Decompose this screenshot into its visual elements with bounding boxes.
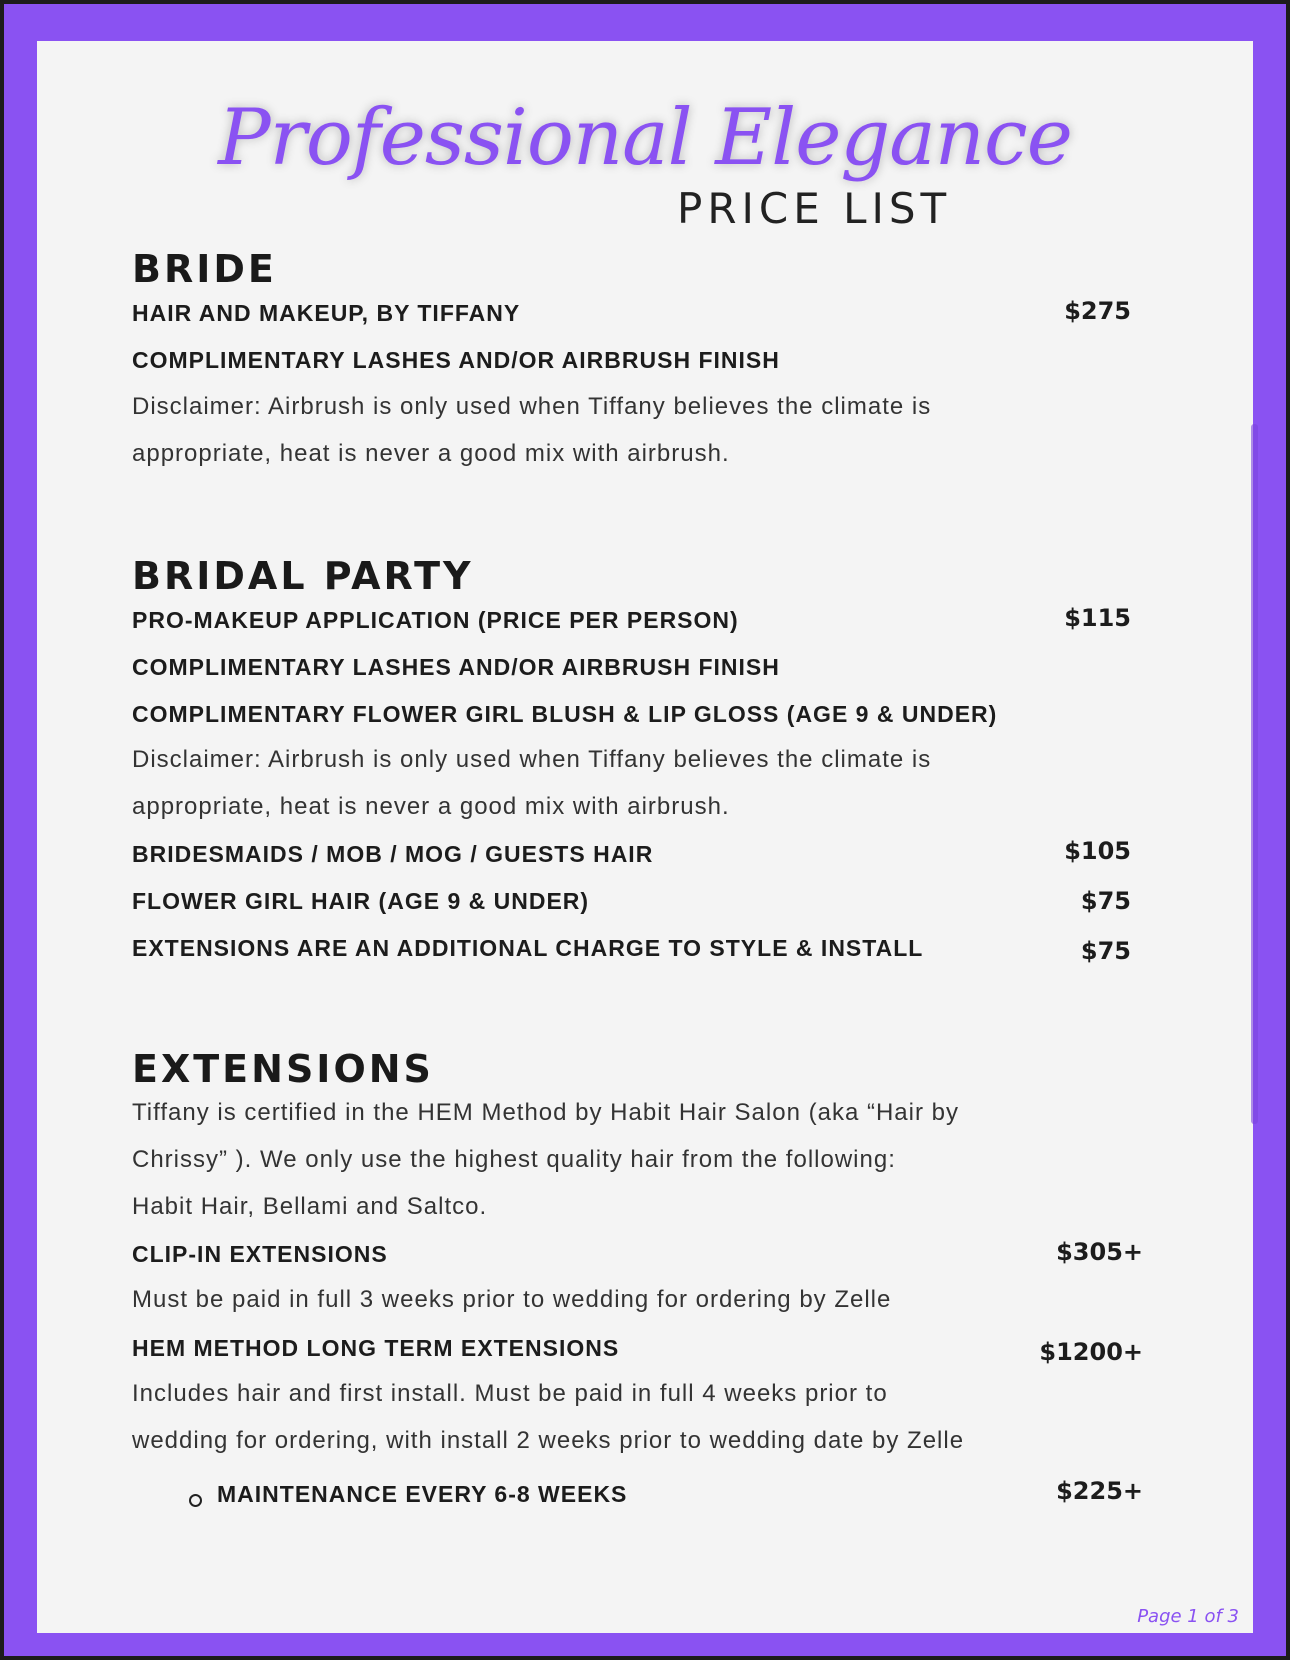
bullet-circle-icon xyxy=(189,1494,202,1507)
bridal-party-disclaimer-line-1: Disclaimer: Airbrush is only used when Tiffany believes the climate is xyxy=(132,746,932,773)
extensions-item-hem-method: HEM METHOD LONG TERM EXTENSIONS xyxy=(132,1335,620,1361)
extensions-hem-note-line-2: wedding for ordering, with install 2 weeks prior to wedding date by Zelle xyxy=(132,1427,965,1454)
extensions-item-maintenance-price: $225+ xyxy=(1056,1477,1143,1505)
extensions-intro-line-1: Tiffany is certified in the HEM Method by Habit Hair Salon (aka “Hair by xyxy=(132,1099,959,1126)
bride-disclaimer-line-2: appropriate, heat is never a good mix with airbrush. xyxy=(132,440,730,467)
extensions-intro-line-2: Chrissy” ). We only use the highest quality hair from the following: xyxy=(132,1146,896,1173)
bridal-party-item-extensions-charge-price: $75 xyxy=(1080,937,1131,965)
bridal-party-item-flower-girl-hair-price: $75 xyxy=(1080,887,1131,915)
page-subtitle: PRICE LIST xyxy=(677,184,952,233)
extensions-item-hem-method-price: $1200+ xyxy=(1039,1338,1143,1366)
extensions-hem-note-line-1: Includes hair and first install. Must be paid in full 4 weeks prior to xyxy=(132,1380,888,1407)
bride-item-hair-makeup-price: $275 xyxy=(1064,297,1131,325)
price-list-page xyxy=(37,41,1253,1633)
bridal-party-disclaimer-line-2: appropriate, heat is never a good mix with airbrush. xyxy=(132,793,730,820)
bride-disclaimer-line-1: Disclaimer: Airbrush is only used when Tiffany believes the climate is xyxy=(132,393,932,420)
scrollbar[interactable] xyxy=(1251,424,1258,1124)
bridal-party-item-pro-makeup-price: $115 xyxy=(1064,604,1131,632)
page-frame xyxy=(4,4,1286,1656)
bridal-party-item-extensions-charge: EXTENSIONS ARE AN ADDITIONAL CHARGE TO STYLE & INSTALL xyxy=(132,935,924,961)
bridal-party-item-guests-hair-price: $105 xyxy=(1064,837,1131,865)
bridal-party-item-flower-girl-hair: FLOWER GIRL HAIR (AGE 9 & UNDER) xyxy=(132,888,590,914)
page-number: Page 1 of 3 xyxy=(1137,1606,1239,1627)
extensions-intro-line-3: Habit Hair, Bellami and Saltco. xyxy=(132,1193,488,1220)
bridal-party-item-pro-makeup: PRO-MAKEUP APPLICATION (PRICE PER PERSON) xyxy=(132,607,739,633)
extensions-item-clip-in: CLIP-IN EXTENSIONS xyxy=(132,1241,388,1267)
section-heading-bridal-party: BRIDAL PARTY xyxy=(132,554,474,598)
section-heading-extensions: EXTENSIONS xyxy=(132,1047,434,1091)
bridal-party-item-flower-girl-blush: COMPLIMENTARY FLOWER GIRL BLUSH & LIP GLOSS (AGE 9 & UNDER) xyxy=(132,701,998,727)
bride-item-complimentary: COMPLIMENTARY LASHES AND/OR AIRBRUSH FINISH xyxy=(132,347,780,373)
extensions-clip-in-note: Must be paid in full 3 weeks prior to wedding for ordering by Zelle xyxy=(132,1286,892,1313)
bridal-party-item-guests-hair: BRIDESMAIDS / MOB / MOG / GUESTS HAIR xyxy=(132,841,654,867)
bride-item-hair-makeup: HAIR AND MAKEUP, BY TIFFANY xyxy=(132,300,521,326)
page-title: Professional Elegance xyxy=(218,93,1072,183)
bridal-party-item-complimentary: COMPLIMENTARY LASHES AND/OR AIRBRUSH FINISH xyxy=(132,654,780,680)
extensions-item-clip-in-price: $305+ xyxy=(1056,1238,1143,1266)
section-heading-bride: BRIDE xyxy=(132,247,277,291)
extensions-item-maintenance: MAINTENANCE EVERY 6-8 WEEKS xyxy=(217,1481,628,1507)
